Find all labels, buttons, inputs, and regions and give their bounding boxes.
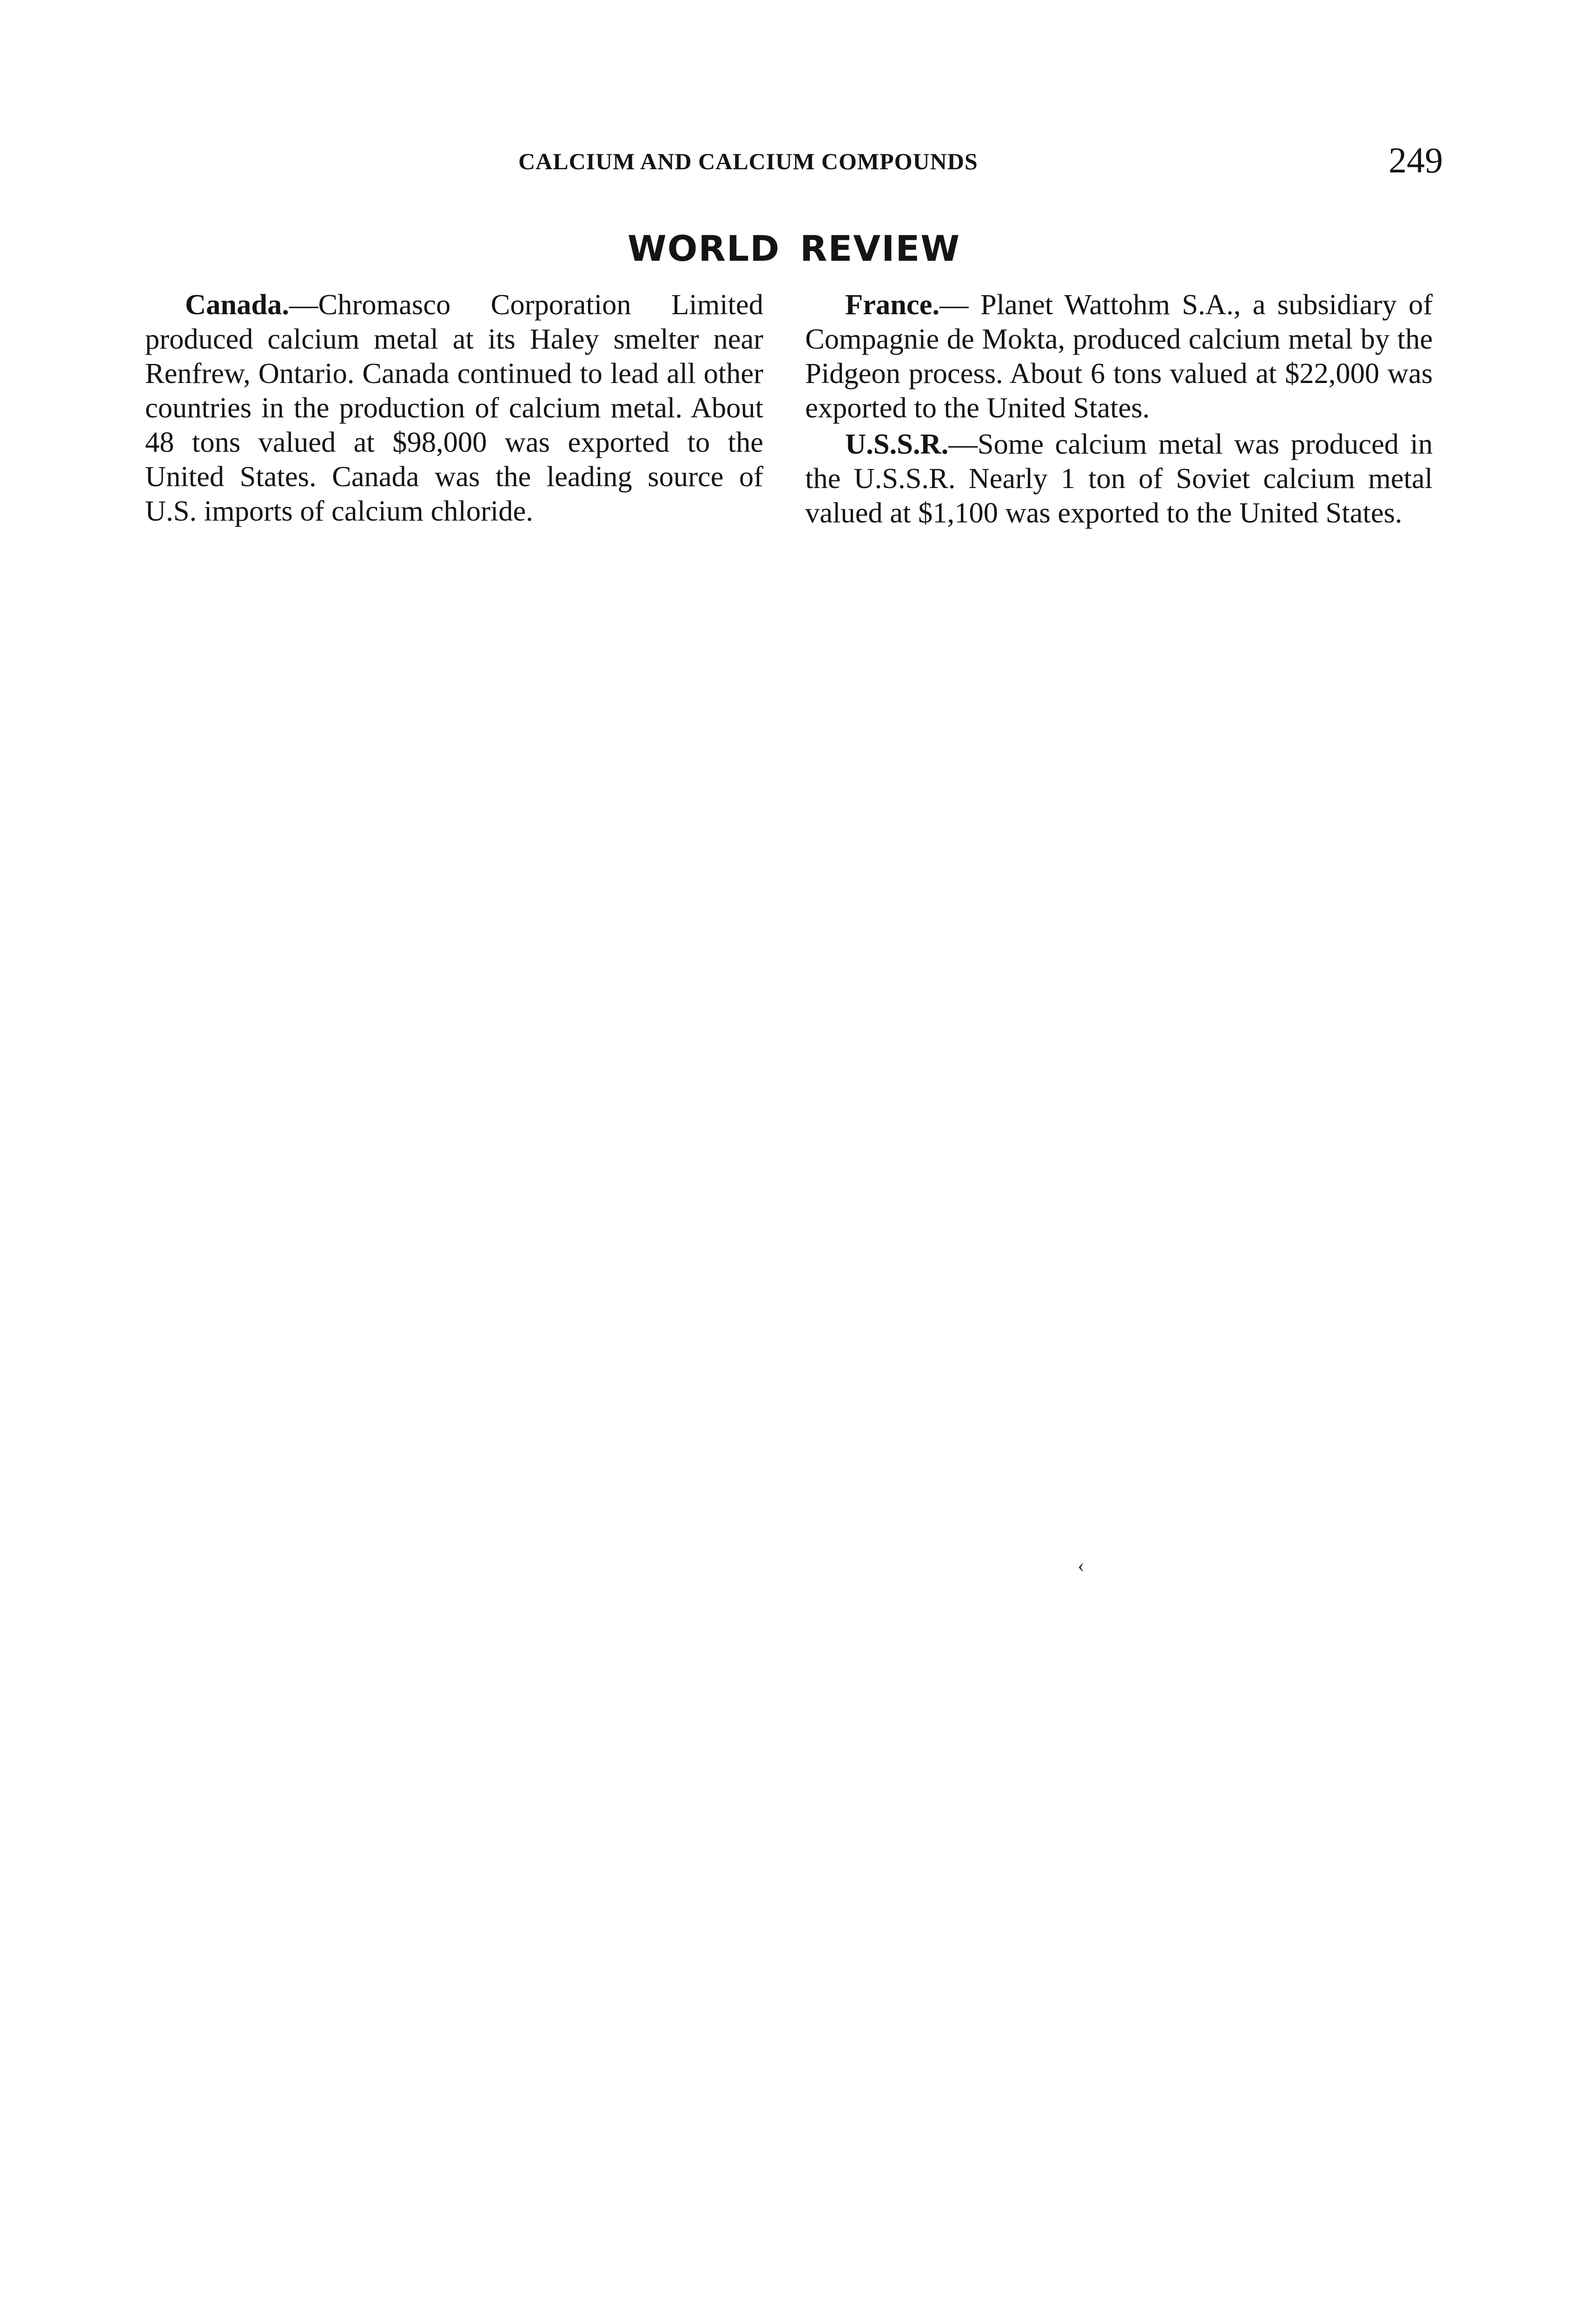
page-number: 249 <box>1389 140 1443 180</box>
paragraph-lead: U.S.S.R. <box>845 428 949 460</box>
paragraph-text: —Some calcium metal was produced in the U.S.S.R. Nearly 1 ton of Soviet calcium metal valued at $1,100 was exported to the United States. <box>805 428 1433 529</box>
running-head: CALCIUM AND CALCIUM COMPOUNDS <box>518 148 978 174</box>
paragraph-lead: Canada. <box>185 288 290 321</box>
paragraph-text: — Planet Wattohm S.A., a subsidiary of Compagnie de Mokta, produced calcium metal by the Pidgeon process. About 6 tons valued at $22,000 was exported to the United States. <box>805 288 1433 424</box>
paragraph-text: —Chromasco Corporation Limited produced calcium metal at its Haley smelter near Renfrew, Ontario. Canada continued to lead all other countries in the production of calcium metal. About 48 tons valued at $98,000 was exported to the United States. Canada was the leading source of U.S. imports of calcium chloride. <box>145 288 763 527</box>
paragraph-ussr <box>805 427 1433 530</box>
paragraph-france <box>805 287 1433 425</box>
stray-mark: ‹ <box>1078 1554 1085 1577</box>
paragraph-canada <box>145 287 763 528</box>
section-heading: WORLD REVIEW <box>627 228 961 269</box>
right-column <box>805 287 1433 530</box>
left-column <box>145 287 763 528</box>
paragraph-lead: France. <box>845 288 940 321</box>
